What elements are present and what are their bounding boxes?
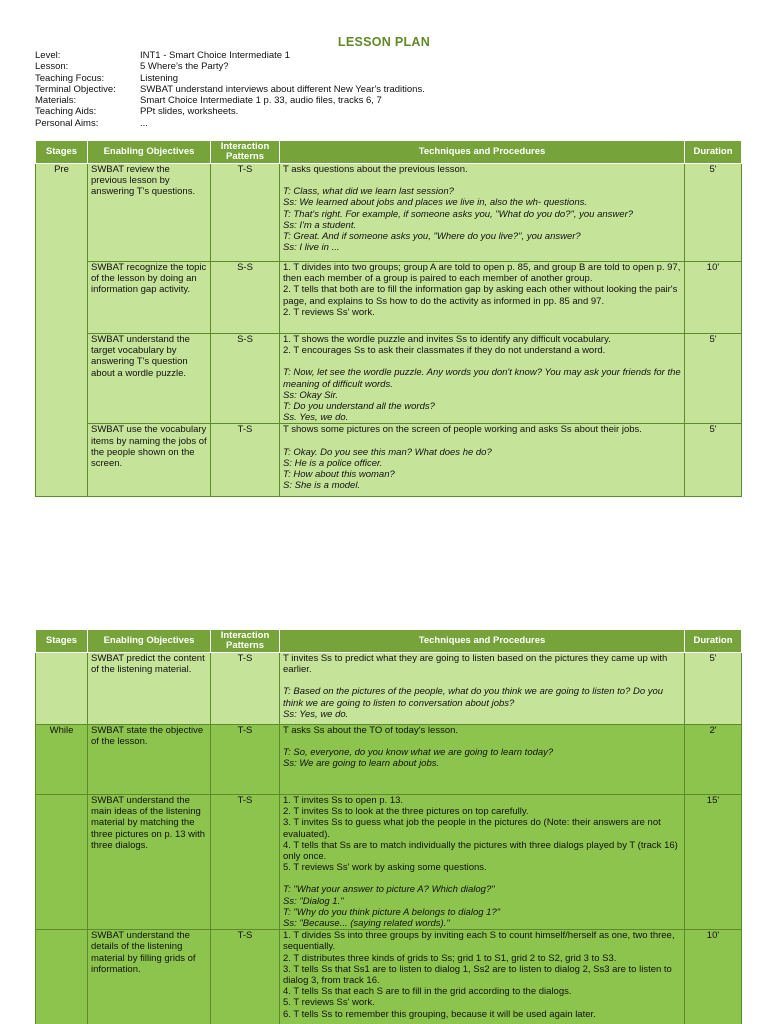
dialog-line: S: He is a police officer.	[283, 457, 383, 469]
meta-label: Terminal Objective:	[35, 83, 116, 95]
procedure-line: 2. T encourages Ss to ask their classmates if they do not understand a word.	[283, 345, 606, 357]
procedure-line: 1. T divides Ss into three groups by inviting each S to count himself/herself as one, two three, sequentially.	[283, 930, 675, 953]
spacer	[283, 736, 681, 747]
dialog-line: T: "Why do you think picture A belongs to dialog 1?"	[283, 906, 501, 918]
duration-cell: 5'	[685, 164, 742, 262]
dialog-line: T: Okay. Do you see this man? What does he do?	[283, 446, 492, 458]
interaction-cell: T-S	[211, 725, 280, 795]
techniques-cell	[280, 164, 685, 262]
meta-row	[35, 106, 425, 117]
header-duration: Duration	[685, 141, 742, 164]
duration-cell: 5'	[685, 653, 742, 725]
dialog-line: Ss: We learned about jobs and places we live in, also the wh- questions.	[283, 197, 587, 209]
procedure-line: 6. T tells Ss to remember this grouping, because it will be used again later.	[283, 1008, 596, 1020]
interaction-cell: S-S	[211, 262, 280, 334]
header-objectives: Enabling Objectives	[88, 141, 211, 164]
dialog-line: Ss: "Dialog 1."	[283, 895, 344, 907]
table-row	[36, 164, 742, 262]
procedure-line: 5. T reviews Ss' work.	[283, 997, 375, 1009]
dialog-line: Ss: "Because... (saying related words)."	[283, 918, 450, 930]
meta-label: Teaching Focus:	[35, 72, 105, 84]
procedure-line: 1. T divides into two groups; group A are told to open p. 85, and group B are told to open p. 97, then each member of a group is paired to each member of another group.	[283, 262, 681, 285]
dialog-line: Ss: We are going to learn about jobs.	[283, 758, 440, 770]
objective-cell: SWBAT understand the details of the listening material by filling grids of information.	[88, 930, 211, 1024]
interaction-cell: S-S	[211, 334, 280, 424]
table-row	[36, 795, 742, 930]
dialog-line: T: Based on the pictures of the people, what do you think we are going to listen to? Do you think we are going to listen to conversation about jobs?	[283, 686, 664, 709]
duration-cell: 15'	[685, 795, 742, 930]
page-title: LESSON PLAN	[337, 35, 431, 49]
procedure-line: T asks questions about the previous lesson.	[283, 164, 468, 175]
meta-label: Lesson:	[35, 61, 69, 73]
duration-cell: 5'	[685, 334, 742, 424]
procedure-line: 2. T tells that both are to fill the information gap by asking each other without looking the pair's page, and explains to Ss how to do the activity as informed in pp. 85 and 97.	[283, 284, 678, 307]
duration-cell: 2'	[685, 725, 742, 795]
dialog-line: T: Class, what did we learn last session?	[283, 186, 454, 198]
meta-value: ...	[140, 117, 148, 129]
meta-row	[35, 73, 425, 84]
table-row	[36, 653, 742, 725]
header-stages: Stages	[36, 141, 88, 164]
table-row	[36, 725, 742, 795]
procedure-line: 3. T invites Ss to guess what job the people in the pictures do (Note: their answers are not evaluated).	[283, 817, 661, 840]
stage-cell: Pre	[36, 164, 88, 497]
interaction-cell: T-S	[211, 930, 280, 1024]
techniques-cell	[280, 930, 685, 1024]
meta-value: 5 Where’s the Party?	[140, 61, 229, 73]
interaction-cell: T-S	[211, 653, 280, 725]
dialog-line: T: Great. And if someone asks you, "Where do you live?", you answer?	[283, 231, 581, 243]
dialog-line: Ss: Okay Sir.	[283, 389, 339, 401]
meta-label: Teaching Aids:	[35, 106, 97, 118]
objective-cell: SWBAT predict the content of the listening material.	[88, 653, 211, 725]
meta-value: Listening	[140, 72, 179, 84]
objective-cell: SWBAT use the vocabulary items by naming the jobs of the people shown on the screen.	[88, 424, 211, 497]
meta-label: Level:	[35, 50, 61, 61]
interaction-cell: T-S	[211, 795, 280, 930]
meta-label: Materials:	[35, 95, 77, 107]
table-row	[36, 334, 742, 424]
techniques-cell	[280, 725, 685, 795]
lesson-table-1	[35, 140, 742, 497]
procedure-line: 2. T reviews Ss' work.	[283, 306, 375, 318]
dialog-line: T: Do you understand all the words?	[283, 401, 435, 413]
table-row	[36, 930, 742, 1024]
spacer	[283, 356, 681, 367]
interaction-cell: T-S	[211, 424, 280, 497]
meta-row	[35, 95, 425, 106]
dialog-line: T: How about this woman?	[283, 469, 395, 481]
procedure-line: 2. T distributes three kinds of grids to Ss; grid 1 to S1, grid 2 to S2, grid 3 to S3.	[283, 952, 617, 964]
header-objectives: Enabling Objectives	[88, 630, 211, 653]
spacer	[283, 436, 681, 447]
dialog-line: Ss: Yes, we do.	[283, 708, 349, 720]
procedure-line: T asks Ss about the TO of today's lesson.	[283, 725, 459, 736]
dialog-line: T: That's right. For example, if someone asks you, "What do you do?", you answer?	[283, 208, 634, 220]
header-duration: Duration	[685, 630, 742, 653]
meta-row	[35, 50, 425, 61]
dialog-line: S: She is a model.	[283, 480, 361, 492]
objective-cell: SWBAT review the previous lesson by answering T's questions.	[88, 164, 211, 262]
dialog-line: T: "What your answer to picture A? Which dialog?"	[283, 884, 495, 896]
procedure-line: 1. T invites Ss to open p. 13.	[283, 795, 404, 806]
header-techniques: Techniques and Procedures	[280, 141, 685, 164]
objective-cell: SWBAT recognize the topic of the lesson by doing an information gap activity.	[88, 262, 211, 334]
duration-cell: 10'	[685, 930, 742, 1024]
dialog-line: T: So, everyone, do you know what we are going to learn today?	[283, 747, 554, 759]
dialog-line: Ss: I live in ...	[283, 242, 340, 254]
objective-cell: SWBAT state the objective of the lesson.	[88, 725, 211, 795]
meta-row	[35, 84, 425, 95]
table-row	[36, 424, 742, 497]
stage-cell	[36, 795, 88, 930]
spacer	[283, 175, 681, 186]
header-techniques: Techniques and Procedures	[280, 630, 685, 653]
procedure-line: T invites Ss to predict what they are going to listen based on the pictures they came up with earlier.	[283, 653, 668, 676]
meta-label: Personal Aims:	[35, 117, 99, 129]
header-interaction: Interaction Patterns	[211, 141, 280, 164]
interaction-cell: T-S	[211, 164, 280, 262]
meta-value: INT1 - Smart Choice Intermediate 1	[140, 50, 290, 61]
stage-cell	[36, 653, 88, 725]
duration-cell: 5'	[685, 424, 742, 497]
objective-cell: SWBAT understand the main ideas of the listening material by matching the three pictures on p. 13 with three dialogs.	[88, 795, 211, 930]
techniques-cell	[280, 795, 685, 930]
dialog-line: T: Now, let see the wordle puzzle. Any words you don't know? You may ask your friends for the meaning of difficult words.	[283, 367, 681, 390]
table-row	[36, 262, 742, 334]
spacer	[283, 675, 681, 686]
stage-cell: While	[36, 725, 88, 795]
meta-value: PPt slides, worksheets.	[140, 106, 239, 118]
procedure-line: 1. T shows the wordle puzzle and invites Ss to identify any difficult vocabulary.	[283, 334, 611, 345]
techniques-cell	[280, 262, 685, 334]
procedure-line: 2. T invites Ss to look at the three pictures on top carefully.	[283, 806, 529, 818]
header-interaction: Interaction Patterns	[211, 630, 280, 653]
techniques-cell	[280, 653, 685, 725]
techniques-cell	[280, 334, 685, 424]
lesson-meta	[35, 50, 425, 129]
lesson-table-2	[35, 629, 742, 1024]
procedure-line: 3. T tells Ss that Ss1 are to listen to dialog 1, Ss2 are to listen to dialog 2, Ss3 are to listen to dialog 3, from track 16.	[283, 963, 672, 987]
stage-cell	[36, 930, 88, 1024]
meta-value: Smart Choice Intermediate 1 p. 33, audio files, tracks 6, 7	[140, 95, 382, 107]
procedure-line: 4. T tells that Ss are to match individually the pictures with three dialogs played by T (track 16) only once.	[283, 839, 678, 863]
dialog-line: Ss: I'm a student.	[283, 219, 357, 231]
meta-row	[35, 61, 425, 72]
objective-cell: SWBAT understand the target vocabulary by answering T's question about a wordle puzzle.	[88, 334, 211, 424]
techniques-cell	[280, 424, 685, 497]
meta-value: SWBAT understand interviews about different New Year's traditions.	[140, 83, 425, 95]
duration-cell: 10'	[685, 262, 742, 334]
procedure-line: T shows some pictures on the screen of people working and asks Ss about their jobs.	[283, 424, 642, 436]
procedure-line: 4. T tells Ss that each S are to fill in the grid according to the dialogs.	[283, 986, 572, 998]
procedure-line: 5. T reviews Ss' work by asking some questions.	[283, 862, 487, 874]
meta-row	[35, 118, 425, 129]
spacer	[283, 873, 681, 884]
dialog-line: Ss. Yes, we do.	[283, 412, 349, 424]
header-stages: Stages	[36, 630, 88, 653]
